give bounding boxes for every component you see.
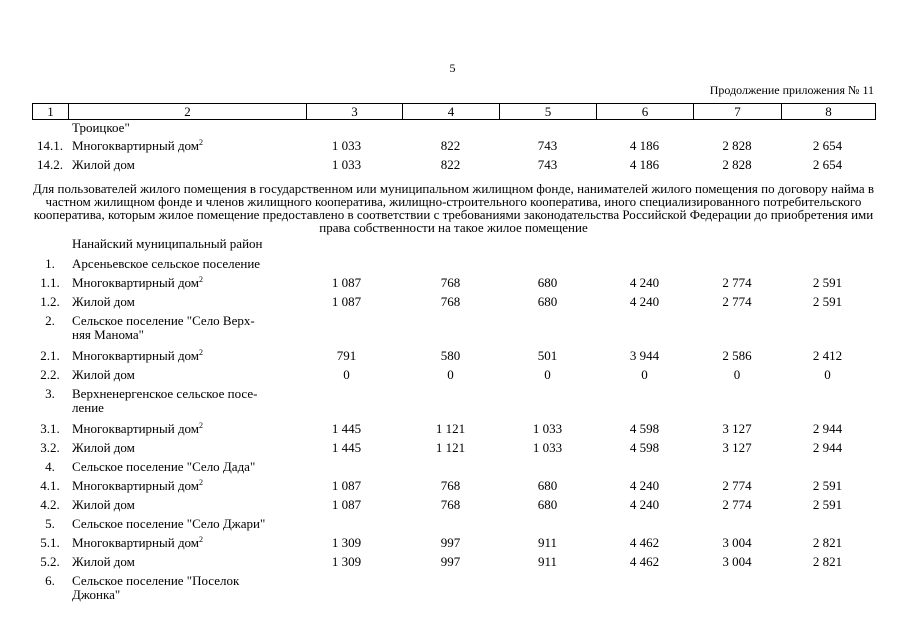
table-row: [32, 517, 875, 536]
col-header-7: 7: [694, 104, 782, 120]
cell-col-3: 1 309: [331, 535, 362, 550]
row-number: 1.1.: [40, 275, 60, 290]
district-title: Нанайский муниципальный район: [72, 236, 263, 251]
footnote-marker: 2: [199, 275, 204, 284]
cell-col-4: 997: [440, 535, 461, 550]
table-row: [32, 121, 875, 139]
cell-col-7: 0: [733, 367, 741, 382]
row-name: Троицкое": [72, 120, 130, 135]
row-number: 4.1.: [40, 478, 60, 493]
cell-col-7: 2 774: [722, 497, 752, 512]
col-header-1: 1: [33, 104, 69, 120]
row-name: Многоквартирный дом$^2$: [72, 535, 204, 550]
cell-col-5: 680: [537, 275, 558, 290]
row-name: Многоквартирный дом$^2$: [72, 275, 204, 290]
cell-col-8: 2 591: [812, 478, 843, 493]
cell-col-6: 4 240: [629, 294, 660, 309]
cell-col-6: 0: [641, 367, 648, 382]
row-name: Многоквартирный дом$^2$: [72, 138, 204, 153]
cell-col-4: 997: [440, 554, 461, 569]
cell-col-6: 4 186: [629, 157, 660, 172]
top-rows: [32, 121, 875, 177]
cell-col-5: 743: [537, 157, 558, 172]
row-number: 3.: [45, 386, 55, 401]
row-number: 5.1.: [40, 535, 60, 550]
row-number: 3.1.: [40, 421, 60, 436]
row-number: 1.: [45, 256, 55, 271]
cell-col-8: 2 821: [812, 535, 843, 550]
cell-col-8: 2 821: [812, 554, 843, 569]
column-header-table: [32, 103, 876, 120]
cell-col-3: 0: [343, 367, 350, 382]
table-row: [32, 555, 875, 574]
row-name: Жилой дом: [72, 497, 135, 512]
row-name: Сельское поселение "Село Верх- няя Манома": [72, 313, 255, 342]
cell-col-8: 0: [824, 367, 831, 382]
cell-col-8: 2 591: [812, 294, 843, 309]
district-row: [32, 237, 875, 257]
cell-col-6: 4 240: [629, 478, 660, 493]
paragraph-text: Для пользователей жилого помещения в государственном или муниципальном жилищном фонде, нанимателей жилого помещения по договору найма в частном жилищном фонде и членов жилищного кооператива, жилищно-строительного кооператива, иного специализированного потребительского кооператива, которым жилое помещение предоставлено в соответствии с требованиями законодательства Российской Федерации до приобретения ими права собственности на такое жилое помещение: [32, 181, 875, 235]
page-number: 5: [449, 61, 456, 75]
cell-col-4: 580: [440, 348, 461, 363]
row-name: Жилой дом: [72, 367, 135, 382]
cell-col-5: 680: [537, 294, 558, 309]
col-header-5: 5: [500, 104, 597, 120]
cell-col-7: 2 774: [722, 275, 752, 290]
row-number: 2.2.: [40, 367, 60, 382]
cell-col-7: 3 004: [722, 535, 752, 550]
table-row: [32, 536, 875, 555]
cell-col-3: 1 033: [331, 157, 362, 172]
cell-col-7: 2 828: [722, 138, 752, 153]
row-number: 3.2.: [40, 440, 60, 455]
cell-col-4: 768: [440, 275, 461, 290]
table-row: [32, 368, 875, 387]
cell-col-4: 822: [440, 157, 461, 172]
cell-col-4: 1 121: [435, 440, 466, 455]
footnote-marker: 2: [199, 138, 204, 147]
table-row: [32, 460, 875, 479]
cell-col-7: 3 127: [722, 440, 752, 455]
row-number: 6.: [45, 573, 55, 588]
cell-col-6: 4 462: [629, 535, 660, 550]
row-number: 2.1.: [40, 348, 60, 363]
cell-col-6: 4 186: [629, 138, 660, 153]
cell-col-5: 911: [537, 554, 558, 569]
cell-col-5: 501: [537, 348, 558, 363]
row-number: 14.1.: [37, 138, 63, 153]
cell-col-7: 2 774: [722, 478, 752, 493]
table-row: [32, 387, 875, 422]
cell-col-8: 2 654: [812, 138, 843, 153]
cell-col-4: 822: [440, 138, 461, 153]
row-number: 5.2.: [40, 554, 60, 569]
cell-col-5: 911: [537, 535, 558, 550]
cell-col-5: 743: [537, 138, 558, 153]
row-name: Сельское поселение "Поселок Джонка": [72, 573, 240, 602]
cell-col-3: 1 087: [331, 294, 362, 309]
cell-col-8: 2 412: [812, 348, 843, 363]
cell-col-7: 3 004: [722, 554, 752, 569]
table-row: [32, 276, 875, 295]
cell-col-7: 2 828: [722, 157, 752, 172]
cell-col-5: 680: [537, 497, 558, 512]
table-row: [32, 574, 875, 609]
cell-col-3: 1 445: [331, 421, 362, 436]
table-row: [32, 441, 875, 460]
cell-col-8: 2 591: [812, 497, 843, 512]
cell-col-6: 4 598: [629, 421, 660, 436]
cell-col-4: 768: [440, 497, 461, 512]
row-number: 5.: [45, 516, 55, 531]
table-row: [32, 479, 875, 498]
row-name: Жилой дом: [72, 440, 135, 455]
cell-col-4: 768: [440, 478, 461, 493]
cell-col-8: 2 944: [812, 440, 843, 455]
continuation-note: Продолжение приложения № 11: [709, 83, 874, 97]
cell-col-6: 4 598: [629, 440, 660, 455]
cell-col-6: 4 240: [629, 497, 660, 512]
cell-col-6: 3 944: [629, 348, 660, 363]
row-name: Арсеньевское сельское поселение: [72, 256, 261, 271]
col-header-2: 2: [69, 104, 307, 120]
cell-col-3: 1 309: [331, 554, 362, 569]
cell-col-3: 1 087: [331, 497, 362, 512]
row-name: Жилой дом: [72, 294, 135, 309]
cell-col-4: 768: [440, 294, 461, 309]
cell-col-7: 2 774: [722, 294, 752, 309]
row-name: Многоквартирный дом$^2$: [72, 478, 204, 493]
cell-col-6: 4 462: [629, 554, 660, 569]
footnote-marker: 2: [199, 348, 204, 357]
row-number: 4.2.: [40, 497, 60, 512]
cell-col-3: 1 087: [331, 275, 362, 290]
cell-col-7: 2 586: [722, 348, 752, 363]
table-row: [32, 257, 875, 276]
cell-col-3: 791: [336, 348, 357, 363]
cell-col-5: 0: [544, 367, 551, 382]
row-name: Сельское поселение "Село Дада": [72, 459, 256, 474]
cell-col-3: 1 445: [331, 440, 362, 455]
cell-col-5: 1 033: [532, 440, 563, 455]
row-name: Многоквартирный дом$^2$: [72, 421, 204, 436]
main-rows: [32, 237, 875, 609]
cell-col-3: 1 087: [331, 478, 362, 493]
cell-col-6: 4 240: [629, 275, 660, 290]
row-name: Жилой дом: [72, 157, 135, 172]
table-row: [32, 158, 875, 177]
row-number: 2.: [45, 313, 55, 328]
table-row: [32, 349, 875, 368]
cell-col-8: 2 944: [812, 421, 843, 436]
row-number: 4.: [45, 459, 55, 474]
row-name: Верхненергенское сельское посе- ление: [72, 386, 258, 415]
col-header-6: 6: [597, 104, 694, 120]
cell-col-4: 0: [447, 367, 454, 382]
col-header-4: 4: [403, 104, 500, 120]
cell-col-5: 1 033: [532, 421, 563, 436]
cell-col-8: 2 591: [812, 275, 843, 290]
footnote-marker: 2: [199, 421, 204, 430]
table-row: [32, 422, 875, 441]
table-row: [32, 139, 875, 158]
row-number: 1.2.: [40, 294, 60, 309]
cell-col-5: 680: [537, 478, 558, 493]
col-header-3: 3: [307, 104, 403, 120]
table-row: [32, 314, 875, 349]
row-number: 14.2.: [37, 157, 63, 172]
table-row: [32, 295, 875, 314]
col-header-8: 8: [782, 104, 876, 120]
cell-col-4: 1 121: [435, 421, 466, 436]
cell-col-8: 2 654: [812, 157, 843, 172]
row-name: Сельское поселение "Село Джари": [72, 516, 266, 531]
row-name: Многоквартирный дом$^2$: [72, 348, 204, 363]
cell-col-7: 3 127: [722, 421, 752, 436]
footnote-marker: 2: [199, 535, 204, 544]
cell-col-3: 1 033: [331, 138, 362, 153]
table-row: [32, 498, 875, 517]
row-name: Жилой дом: [72, 554, 135, 569]
footnote-marker: 2: [199, 478, 204, 487]
